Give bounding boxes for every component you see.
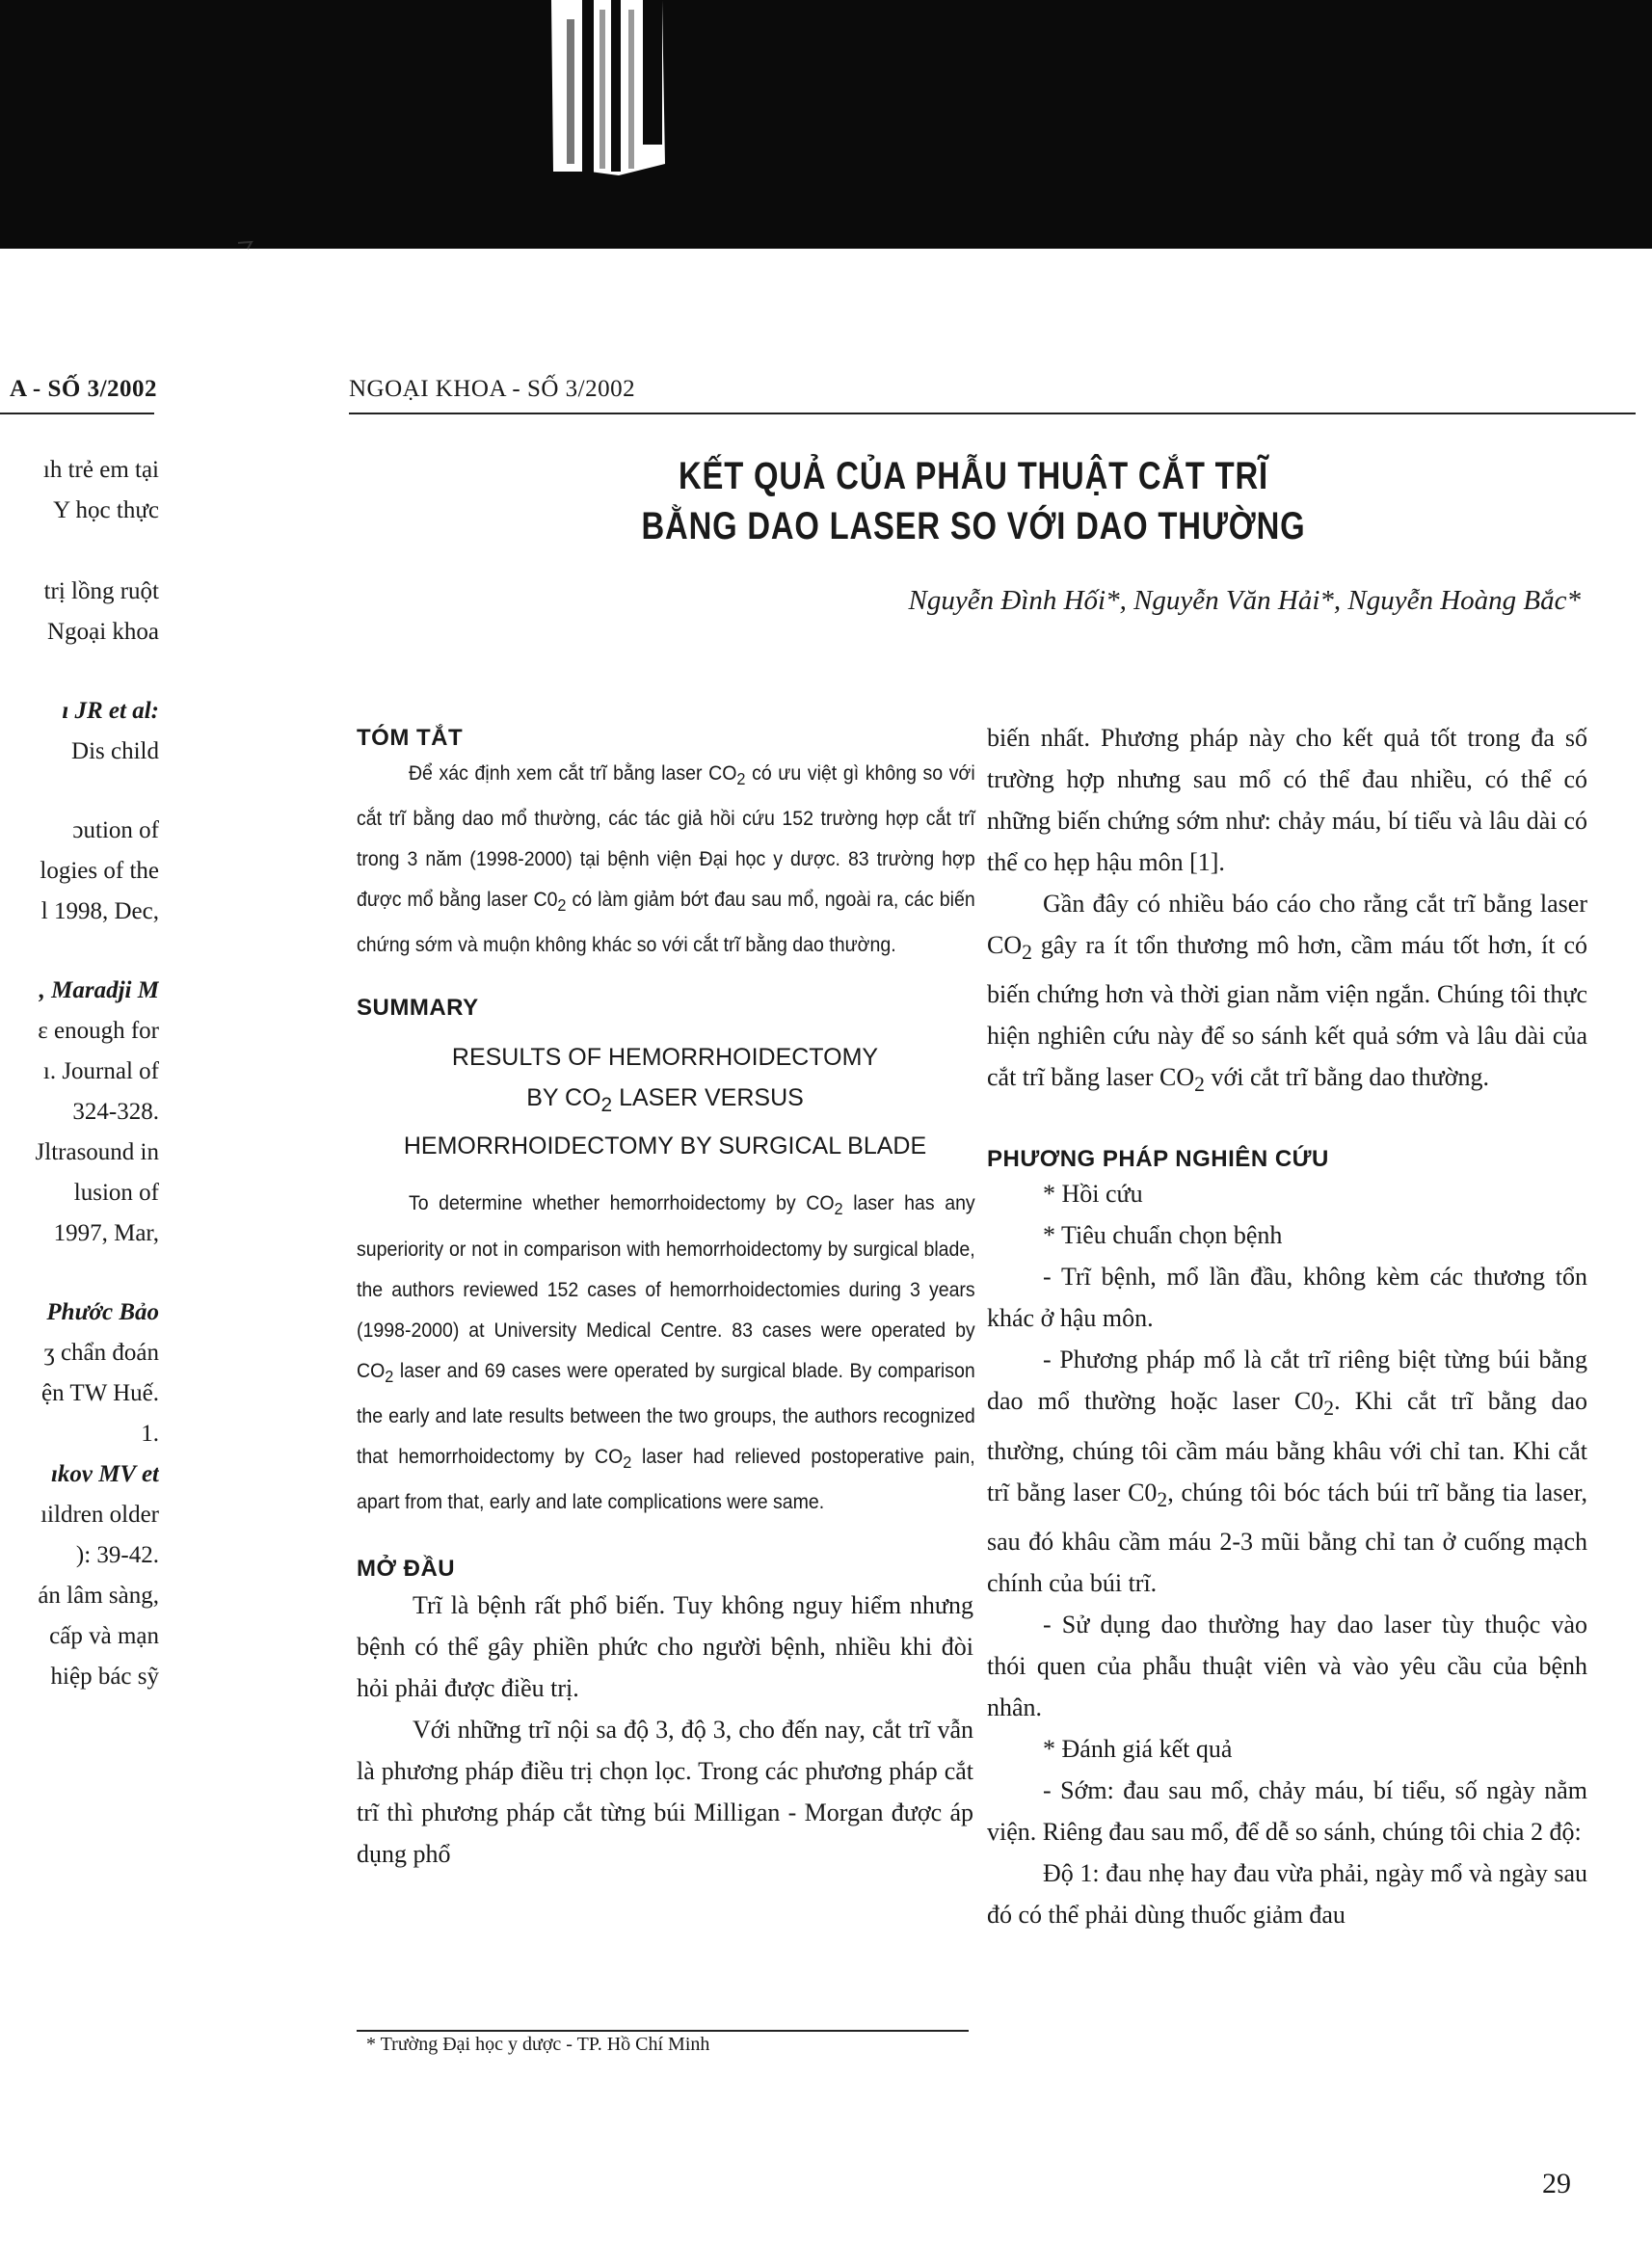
fragment-line: Phước Bảo <box>46 1299 159 1325</box>
intro-paragraph: Gần đây có nhiều báo cáo cho rằng cắt trĩ bằng laser $CO_2$ gây ra ít tổn thương mô hơn, cầm máu tốt hơn, ít có biến chứng hơn và thời gian nằm viện ngắn. Chúng tôi thực hiện nghiên cứu này để so sánh kết quả sớm và lâu dài của cắt trĩ bằng laser $CO_2$ với cắt trĩ bằng dao thường. <box>987 890 1587 1097</box>
summary-text: To determine whether hemorrhoidectomy by $CO_2$ laser has any superiority or not in comparison with hemorrhoidectomy by surgical blade, the authors reviewed 152 cases of hemorrhoidectomies during 3 years (1998-2000) at University Medical Centre. 83 cases were operated by $CO_2$ laser and 69 cases were operated by surgical blade. By comparison the early and late results between the two groups, the authors recognized that hemorrhoidectomy by $CO_2$ laser had relieved postoperative pain, apart from that, early and late complications were same. <box>357 1192 975 1513</box>
previous-page-running-header: A - SỐ 3/2002 <box>10 376 158 402</box>
methods-item: Độ 1: đau nhẹ hay đau vừa phải, ngày mổ và ngày sau đó có thể phải dùng thuốc giảm đau <box>987 1858 1587 1929</box>
summary-heading: SUMMARY <box>357 995 479 1022</box>
footnote-rule <box>357 2030 969 2032</box>
fragment-line: l 1998, Dec, <box>40 898 159 924</box>
intro-paragraph: Với những trĩ nội sa độ 3, độ 3, cho đến nay, cắt trĩ vẫn là phương pháp điều trị chọn lọc. Trong các phương pháp cắt trĩ thì phương pháp cắt từng búi Milligan - Morgan được áp dụng phổ <box>357 1715 973 1868</box>
methods-heading: PHƯƠNG PHÁP NGHIÊN CỨU <box>987 1146 1329 1173</box>
scan-dark-band <box>0 0 1652 249</box>
methods-item: * Tiêu chuẩn chọn bệnh <box>1043 1221 1283 1250</box>
fragment-line: ɛ enough for <box>38 1018 159 1044</box>
methods-item: - Sử dụng dao thường hay dao laser tùy thuộc vào thói quen của phẫu thuật viên và vào yêu cầu của bệnh nhân. <box>987 1610 1587 1721</box>
abstract-heading: TÓM TẮT <box>357 725 464 751</box>
scan-artifact-graphic <box>532 0 677 178</box>
fragment-line: ıkov MV et <box>50 1461 159 1487</box>
header-rule <box>349 413 1636 414</box>
fragment-line: hiệp bác sỹ <box>50 1664 159 1690</box>
fragment-line: ện TW Huế. <box>41 1380 159 1406</box>
fragment-line: ɔution of <box>72 817 159 843</box>
methods-item: - Phương pháp mổ là cắt trĩ riêng biệt từng búi bằng dao mổ thường hoặc laser $C0_2$. Khi cắt trĩ bằng dao thường, chúng tôi cầm máu bằng khâu với chỉ tan. Khi cắt trĩ bằng laser $C0_2$, chúng tôi bóc tách búi trĩ bằng tia laser, sau đó khâu cầm máu 2-3 mũi bằng chỉ tan ở cuống mạch chính của búi trĩ. <box>987 1346 1587 1597</box>
fragment-line: 324-328. <box>72 1099 159 1125</box>
fragment-line: lusion of <box>73 1180 159 1206</box>
abstract-text: Để xác định xem cắt trĩ bằng laser $CO_2$ có ưu việt gì không so với cắt trĩ bằng dao mổ thường, các tác giả hồi cứu 152 trường hợp cắt trĩ trong 3 năm (1998-2000) tại bệnh viện Đại học y dược. 83 trường hợp được mổ bằng laser $C0_2$ có làm giảm bớt đau sau mổ, ngoài ra, các biến chứng sớm và muộn không khác so với cắt trĩ bằng dao thường. <box>357 762 975 957</box>
fragment-line: Jltrasound in <box>35 1139 159 1165</box>
fragment-line: ı JR et al: <box>62 698 159 724</box>
fragment-line: logies of the <box>40 858 159 884</box>
fragment-line: án lâm sàng, <box>38 1583 159 1609</box>
page-number: 29 <box>1542 2168 1571 2199</box>
previous-page-header-rule <box>0 413 154 414</box>
summary-title: RESULTS OF HEMORRHOIDECTOMY BY $CO_2$ LASER VERSUS HEMORRHOIDECTOMY BY SURGICAL BLADE <box>403 1044 927 1160</box>
fragment-line: ʒ chẩn đoán <box>43 1340 159 1366</box>
title-line-1: KẾT QUẢ CỦA PHẪU THUẬT CẮT TRĨ <box>679 455 1268 497</box>
fragment-line: ı. Journal of <box>42 1058 159 1084</box>
right-column <box>987 717 1587 1935</box>
scan-speck <box>236 239 255 253</box>
intro-paragraph-continued: biến nhất. Phương pháp này cho kết quả tốt trong đa số trường hợp nhưng sau mổ có thể đau nhiều, có thể có những biến chứng sớm như: chảy máu, bí tiểu và lâu dài có thể co hẹp hậu môn [1]. <box>987 724 1587 876</box>
intro-heading: MỞ ĐẦU <box>357 1555 456 1582</box>
fragment-line: trị lồng ruột <box>43 578 159 604</box>
left-column <box>357 717 973 1875</box>
methods-item: * Đánh giá kết quả <box>1043 1734 1233 1763</box>
methods-item: - Trĩ bệnh, mổ lần đầu, không kèm các thương tổn khác ở hậu môn. <box>987 1263 1587 1333</box>
authors: Nguyễn Đình Hối*, Nguyễn Văn Hải*, Nguyễn Hoàng Bắc* <box>908 585 1581 616</box>
article-title <box>618 451 1329 551</box>
methods-item: * Hồi cứu <box>1043 1180 1143 1209</box>
fragment-line: ıildren older <box>40 1502 159 1528</box>
fragment-line: 1997, Mar, <box>53 1220 159 1246</box>
fragment-line: cấp và mạn <box>49 1623 159 1649</box>
fragment-line: , Maradji M <box>39 977 159 1003</box>
fragment-line: Y học thực <box>53 497 159 523</box>
fragment-line: Dis child <box>71 738 159 764</box>
fragment-line: 1. <box>141 1421 159 1447</box>
footnote: * Trường Đại học y dược - TP. Hồ Chí Minh <box>366 2034 710 2055</box>
running-header: NGOẠI KHOA - SỐ 3/2002 <box>349 376 636 402</box>
fragment-line: ıh trẻ em tại <box>42 457 159 483</box>
title-line-2: BẰNG DAO LASER SO VỚI DAO THƯỜNG <box>641 505 1306 547</box>
intro-paragraph: Trĩ là bệnh rất phổ biến. Tuy không nguy hiểm nhưng bệnh có thể gây phiền phức cho người bệnh, nhiều khi đòi hỏi phải được điều trị. <box>357 1590 973 1702</box>
methods-item: - Sớm: đau sau mổ, chảy máu, bí tiểu, số ngày nằm viện. Riêng đau sau mổ, để dễ so sánh, chúng tôi chia 2 độ: <box>987 1775 1587 1846</box>
fragment-line: Ngoại khoa <box>47 619 159 645</box>
fragment-line: ): 39-42. <box>75 1542 159 1568</box>
